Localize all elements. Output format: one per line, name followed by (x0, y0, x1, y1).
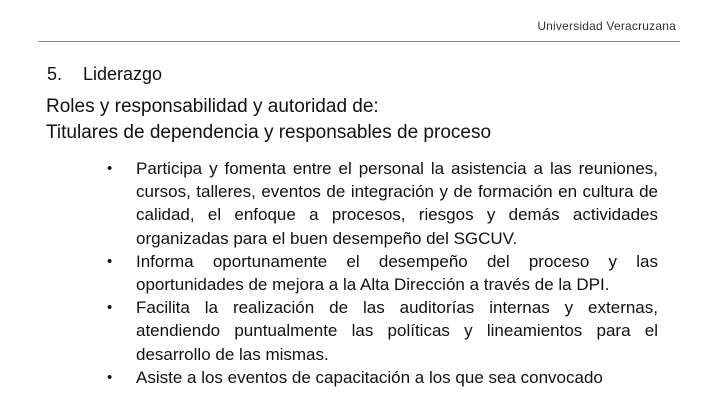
list-item-text: Facilita la realización de las auditorías internas y externas, atendiendo puntualmente las políticas y lineamientos para el desarrollo de las mismas. (136, 298, 658, 364)
list-item-text: Participa y fomenta entre el personal la asistencia a las reuniones, cursos, talleres, eventos de integración y de formación en cultura de calidad, el enfoque a procesos, riesgos y demás actividades organizadas para el buen desempeño del SGCUV. (136, 159, 658, 248)
header-divider (38, 41, 680, 42)
institution-logo-text: Universidad Veracruzana (537, 19, 676, 33)
list-item (107, 296, 658, 366)
subtitle-line: Titulares de dependencia y responsables de proceso (46, 122, 492, 143)
section-number: 5. (47, 64, 63, 84)
list-item (107, 157, 658, 250)
bullet-icon: • (107, 368, 113, 386)
bullet-icon: • (107, 252, 113, 270)
list-item (107, 366, 658, 389)
list-item (107, 250, 658, 296)
bullet-icon: • (107, 299, 113, 317)
list-item-text: Asiste a los eventos de capacitación a los que sea convocado (136, 367, 603, 387)
subtitle-line: Roles y responsabilidad y autoridad de: (46, 96, 379, 117)
section-heading (47, 64, 162, 85)
section-title: Liderazgo (83, 64, 163, 84)
list-item-text: Informa oportunamente el desempeño del proceso y las oportunidades de mejora a la Alta Dirección a través de la DPI. (136, 251, 658, 295)
bullet-icon: • (107, 160, 113, 177)
responsibilities-list (107, 157, 658, 389)
